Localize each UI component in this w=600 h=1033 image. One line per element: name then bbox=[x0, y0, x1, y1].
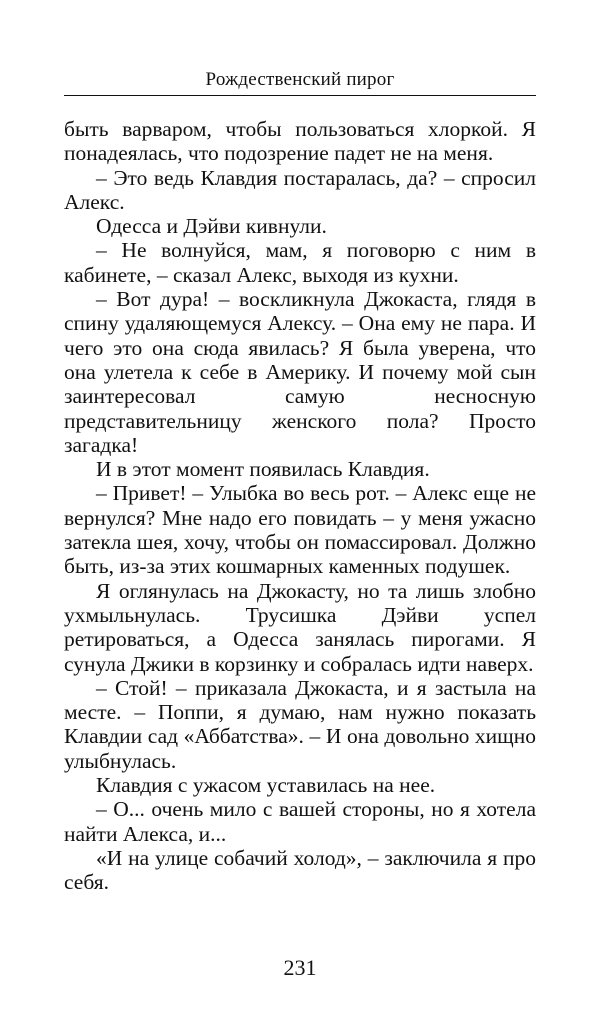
paragraph: – О... очень мило с вашей стороны, но я хотела найти Алекса, и... bbox=[64, 797, 536, 846]
paragraph: И в этот момент появилась Клавдия. bbox=[96, 457, 430, 482]
paragraph: Одесса и Дэйви кивнули. bbox=[96, 214, 327, 239]
paragraph: – Привет! – Улыбка во весь рот. – Алекс еще не вернулся? Мне надо его повидать – у меня ужасно затекла шея, хочу, чтобы он помассировал. Должно быть, из-за этих кошмарных каменных подушек. bbox=[64, 481, 536, 579]
paragraph: Клавдия с ужасом уставилась на нее. bbox=[96, 773, 436, 798]
paragraph: «И на улице собачий холод», – заключила я про себя. bbox=[64, 845, 536, 895]
page-number: 231 bbox=[283, 955, 317, 980]
header-rule bbox=[64, 95, 536, 96]
paragraph: быть варваром, чтобы пользоваться хлоркой. Я понадеялась, что подозрение падет не на меня. bbox=[64, 117, 536, 166]
paragraph: – Стой! – приказала Джокаста, и я застыла на месте. – Поппи, я думаю, нам нужно показать Клавдии сад «Аббатства». – И она довольно хищно улыбнулась. bbox=[64, 675, 536, 773]
body-text bbox=[64, 117, 536, 895]
paragraph: Я оглянулась на Джокасту, но та лишь злобно ухмыльнулась. Трусишка Дэйви успел ретироваться, а Одесса занялась пирогами. Я сунула Джики в корзинку и собралась идти наверх. bbox=[64, 578, 536, 676]
paragraph: – Это ведь Клавдия постаралась, да? – спросил Алекс. bbox=[64, 165, 536, 214]
paragraph: – Не волнуйся, мам, я поговорю с ним в кабинете, – сказал Алекс, выходя из кухни. bbox=[64, 238, 536, 287]
running-head: Рождественский пирог bbox=[205, 69, 395, 90]
paragraph: – Вот дура! – воскликнула Джокаста, глядя в спину удаляющемуся Алексу. – Она ему не пара. И чего это она сюда явилась? Я была уверена, что она улетела к себе в Америку. И почему мой сын заинтересовал самую несносную представительницу женского пола? Просто загадка! bbox=[64, 287, 536, 457]
